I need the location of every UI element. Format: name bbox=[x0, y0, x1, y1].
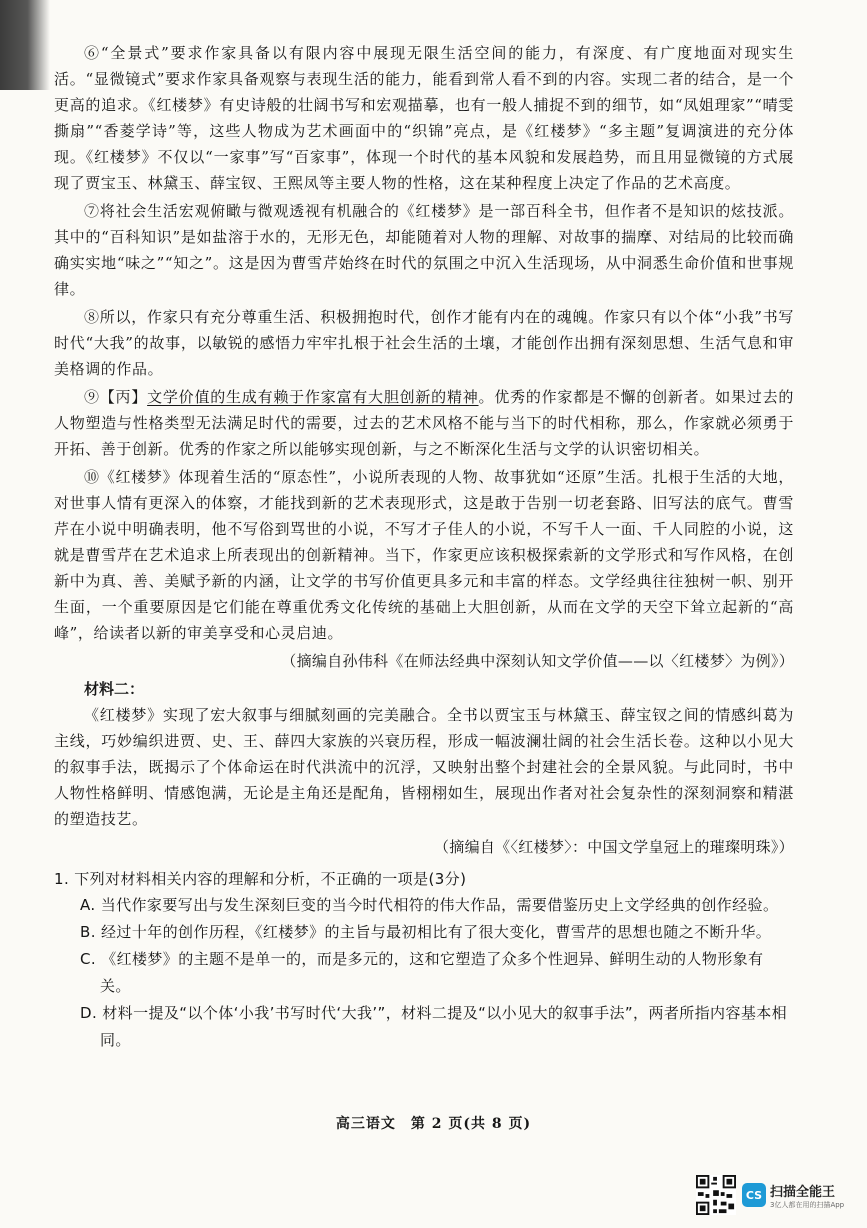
paragraph-9 bbox=[54, 384, 794, 462]
material-2-text: 《红楼梦》实现了宏大叙事与细腻刻画的完美融合。全书以贾宝玉与林黛玉、薛宝钗之间的情感纠葛为主线，巧妙编织进贾、史、王、薛四大家族的兴衰历程，形成一幅波澜壮阔的社会生活长卷。这种以小见大的叙事手法，既揭示了个体命运在时代洪流中的沉浮，又映射出整个封建社会的全景风貌。与此同时，书中人物性格鲜明、情感饱满，无论是主角还是配角，皆栩栩如生，展现出作者对社会复杂性的深刻洞察和精湛的塑造技艺。 bbox=[54, 706, 794, 828]
page-content bbox=[54, 40, 794, 1054]
paragraph-9-marker: ⑨【丙】 bbox=[84, 388, 148, 406]
paragraph-7: ⑦将社会生活宏观俯瞰与微观透视有机融合的《红楼梦》是一部百科全书，但作者不是知识的炫技派。其中的“百科知识”是如盐溶于水的，无形无色，却能随着对人物的理解、对故事的揣摩、对结局的比较而确确实实地“味之”“知之”。这是因为曹雪芹始终在时代的氛围之中沉入生活现场，从中洞悉生命价值和世事规律。 bbox=[54, 202, 794, 298]
source-citation-1: （摘编自孙伟科《在师法经典中深刻认知文学价值——以〈红楼梦〉为例》） bbox=[281, 652, 794, 670]
scan-edge-shadow bbox=[0, 0, 50, 90]
scanner-watermark bbox=[696, 1170, 856, 1220]
paragraph-9-underlined: 文学价值的生成有赖于作家富有大胆创新的精神 bbox=[147, 388, 479, 406]
paragraph-8: ⑧所以，作家只有充分尊重生活、积极拥抱时代，创作才能有内在的魂魄。作家只有以个体“小我”书写时代“大我”的故事，以敏锐的感悟力牢牢扎根于社会生活的土壤，才能创作出拥有深刻思想、生活气息和审美格调的作品。 bbox=[54, 308, 794, 378]
question-1-stem: 1. 下列对材料相关内容的理解和分析，不正确的一项是(3分) bbox=[54, 870, 467, 888]
option-c: C. 《红楼梦》的主题不是单一的，而是多元的，这和它塑造了众多个性迥异、鲜明生动的人物形象有关。 bbox=[80, 950, 764, 995]
badge-app-name: 扫描全能王 bbox=[770, 1184, 836, 1200]
source-citation-2: （摘编自《〈红楼梦〉：中国文学皇冠上的璀璨明珠》） bbox=[433, 838, 794, 856]
option-d: D. 材料一提及“以个体‘小我’书写时代‘大我’”，材料二提及“以小见大的叙事手法”，两者所指内容基本相同。 bbox=[80, 1004, 788, 1049]
paragraph-6: ⑥“全景式”要求作家具备以有限内容中展现无限生活空间的能力，有深度、有广度地面对现实生活。“显微镜式”要求作家具备观察与表现生活的能力，能看到常人看不到的内容。实现二者的结合，是一个更高的追求。《红楼梦》有史诗般的壮阔书写和宏观描摹，也有一般人捕捉不到的细节，如“凤姐理家”“晴雯撕扇”“香菱学诗”等，这些人物成为艺术画面中的“织锦”亮点，是《红楼梦》“多主题”复调演进的充分体现。《红楼梦》不仅以“一家事”写“百家事”，体现一个时代的基本风貌和发展趋势，而且用显微镜的方式展现了贾宝玉、林黛玉、薛宝钗、王熙凤等主要人物的性格，这在某种程度上决定了作品的艺术高度。 bbox=[54, 44, 794, 192]
paragraph-9-rest: 。优秀的作家都是不懈的创新者。如果过去的人物塑造与性格类型无法满足时代的需要，过去的艺术风格不能与当下的时代相称，那么，作家就必须勇于开拓、善于创新。优秀的作家之所以能够实现创新，与之不断深化生活与文学的认识密切相关。 bbox=[54, 388, 794, 458]
badge-tagline: 3亿人都在用的扫描App bbox=[770, 1200, 845, 1209]
paragraph-10: ⑩《红楼梦》体现着生活的“原态性”，小说所表现的人物、故事犹如“还原”生活。扎根于生活的大地，对世事人情有更深入的体察，才能找到新的艺术表现形式，这是敢于告别一切老套路、旧写法的底气。曹雪芹在小说中明确表明，他不写俗到骂世的小说，不写才子佳人的小说，不写千人一面、千人同腔的小说，这就是曹雪芹在艺术追求上所表现出的创新精神。当下，作家更应该积极探索新的文学形式和写作风格，在创新中为真、善、美赋予新的内涵，让文学的书写价值更具多元和丰富的样态。文学经典往往独树一帜、别开生面，一个重要原因是它们能在尊重优秀文化传统的基础上大胆创新，从而在文学的天空下耸立起新的“高峰”，给读者以新的审美享受和心灵启迪。 bbox=[54, 468, 794, 642]
badge-text bbox=[770, 1181, 844, 1210]
option-b: B. 经过十年的创作历程，《红楼梦》的主旨与最初相比有了很大变化，曹雪芹的思想也随之不断升华。 bbox=[80, 923, 772, 941]
option-a: A. 当代作家要写出与发生深刻巨变的当今时代相符的伟大作品，需要借鉴历史上文学经典的创作经验。 bbox=[80, 896, 779, 914]
material-2-title: 材料二： bbox=[84, 680, 145, 698]
qr-code-icon bbox=[696, 1175, 736, 1215]
page-footer: 高三语文 第 2 页(共 8 页) bbox=[335, 1116, 532, 1132]
cs-logo-icon: CS bbox=[742, 1183, 766, 1207]
